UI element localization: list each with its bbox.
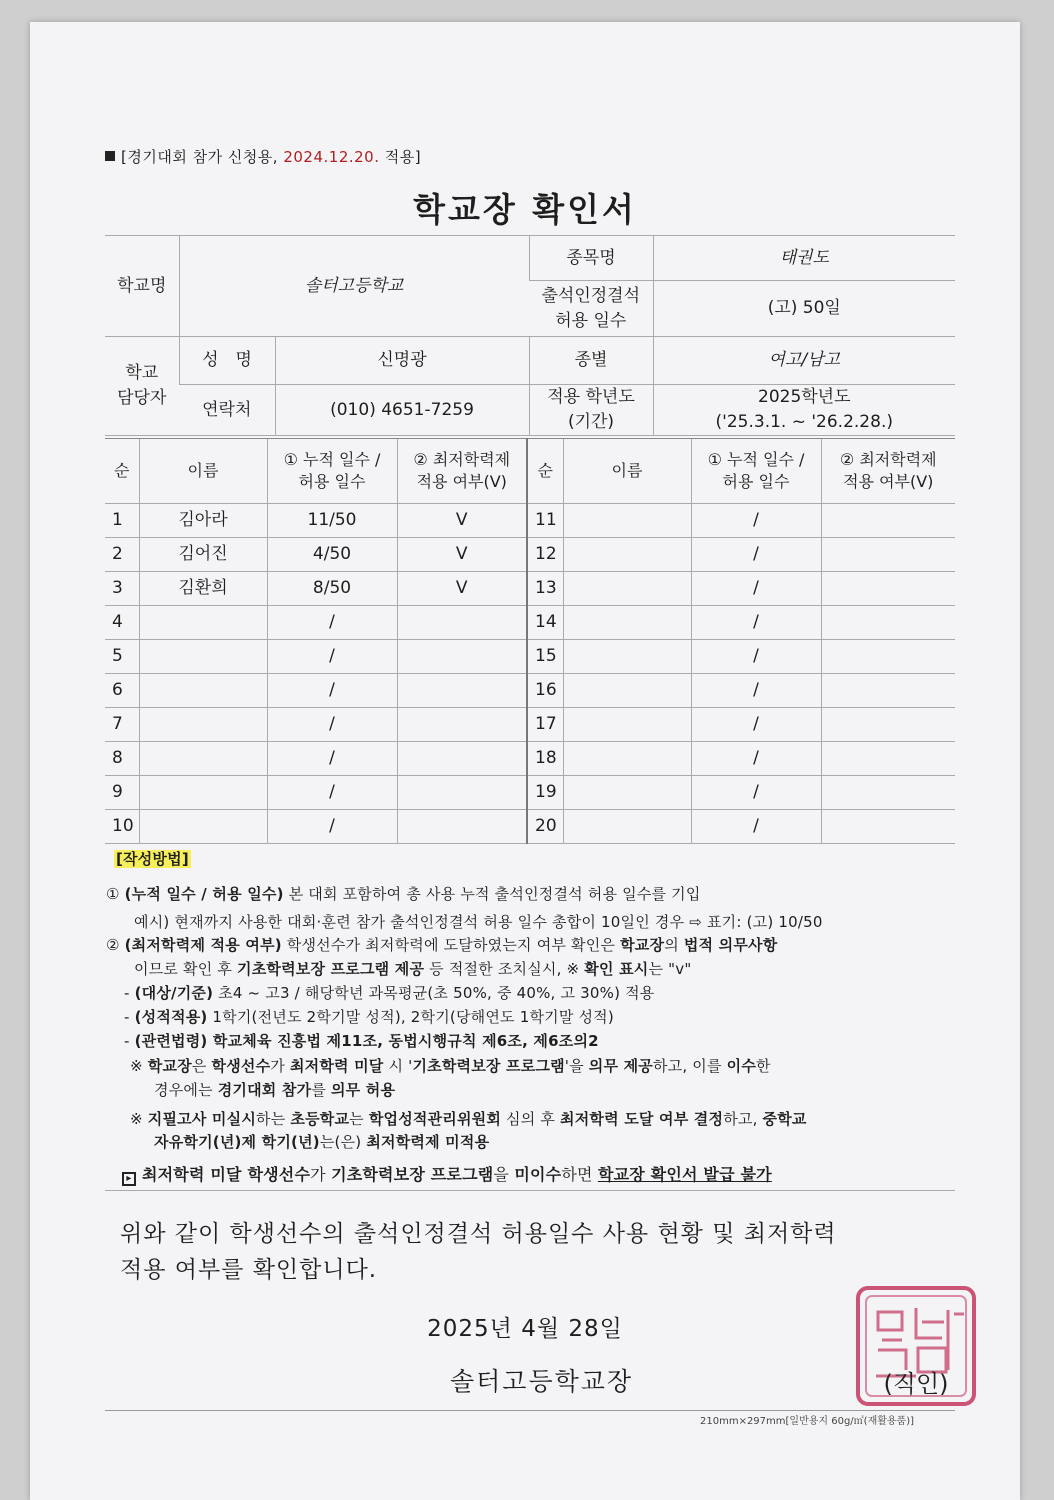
table-row: 3 김환희 8/50 V 13 / [105, 572, 955, 606]
paper-spec-footer: 210mm×297mm[일반용지 60g/㎡(재활용품)] [700, 1416, 915, 1427]
form-usage-note: [경기대회 참가 신청용, 2024.12.20. 적용] [105, 146, 421, 167]
student-table [105, 438, 955, 844]
manager-name-value: 신명광 [275, 337, 529, 385]
sport-label: 종목명 [529, 236, 653, 281]
instruction-target: - (대상/기준) 초4 ~ 고3 / 해당학년 과목평균(초 50%, 중 40%, 고 30%) 적용 [124, 984, 655, 1002]
table-row: 9 / 19 / [105, 776, 955, 810]
col-days: ① 누적 일수 / 허용 일수 [267, 439, 397, 504]
school-info-table [105, 235, 955, 436]
checkbox-arrow-icon: ▸ [122, 1172, 136, 1186]
instruction-note-1-cont: 경우에는 경기대회 참가를 의무 허용 [154, 1081, 396, 1099]
instruction-1: ① (누적 일수 / 허용 일수) 본 대회 포함하여 총 사용 누적 출석인정결석 허용 일수를 기입 [106, 885, 701, 903]
col-order: 순 [105, 439, 139, 504]
confirmation-statement: 위와 같이 학생선수의 출석인정결석 허용일수 사용 현황 및 최저학력 적용 여부를 확인합니다. [120, 1221, 837, 1283]
instruction-note-2: ※ 지필고사 미실시하는 초등학교는 학업성적관리위원회 심의 후 최저학력 도달 여부 결정하고, 중학교 [130, 1110, 807, 1128]
instruction-2: ② (최저학력제 적용 여부) 학생선수가 최저학력에 도달하였는지 여부 확인은 학교장의 법적 의무사항 [106, 936, 778, 954]
warning-line: ▸ 최저학력 미달 학생선수가 기초학력보장 프로그램을 미이수하면 학교장 확인서 발급 불가 [122, 1162, 772, 1186]
school-year-value: 2025학년도 ('25.3.1. ~ '26.2.28.) [653, 385, 955, 436]
seal-label: (직인) [883, 1370, 949, 1398]
instruction-law: - (관련법령) 학교체육 진흥법 제11조, 동법시행규칙 제6조, 제6조의2 [124, 1032, 599, 1050]
table-row: 4 / 14 / [105, 606, 955, 640]
document-page [30, 22, 1020, 1500]
col-days-2: ① 누적 일수 / 허용 일수 [691, 439, 821, 504]
section-divider [105, 1190, 955, 1191]
table-row: 2 김어진 4/50 V 12 / [105, 538, 955, 572]
col-name: 이름 [139, 439, 267, 504]
table-row: 10 / 20 / [105, 810, 955, 844]
table-row: 6 / 16 / [105, 674, 955, 708]
school-year-label: 적용 학년도 (기간) [529, 385, 653, 436]
col-min-academic-2: ② 최저학력제 적용 여부(V) [821, 439, 955, 504]
sport-value: 태권도 [653, 236, 955, 281]
school-name-label: 학교명 [105, 236, 179, 337]
absence-days-label: 출석인정결석 허용 일수 [529, 281, 653, 337]
school-name-value: 솔터고등학교 [179, 236, 529, 337]
square-bullet-icon [105, 151, 115, 161]
instruction-note-1: ※ 학교장은 학생선수가 최저학력 미달 시 '기초학력보장 프로그램'을 의무 제공하고, 이를 이수한 [130, 1057, 771, 1075]
instruction-1-example: 예시) 현재까지 사용한 대회·훈련 참가 출석인정결석 허용 일수 총합이 10일인 경우 ⇨ 표기: (고) 10/50 [134, 913, 823, 931]
table-row: 8 / 18 / [105, 742, 955, 776]
instruction-grades: - (성적적용) 1학기(전년도 2학기말 성적), 2학기(당해연도 1학기말 성적) [124, 1008, 614, 1026]
issue-date: 2025년 4월 28일 [427, 1316, 623, 1342]
document-title: 학교장 확인서 [413, 190, 637, 229]
principal-name: 솔터고등학교장 [450, 1367, 634, 1396]
table-row: 5 / 15 / [105, 640, 955, 674]
footer-divider [105, 1410, 955, 1411]
table-header-row [105, 439, 955, 504]
apply-date: 2024.12.20. [283, 148, 380, 166]
manager-label: 학교 담당자 [105, 337, 179, 436]
table-row: 7 / 17 / [105, 708, 955, 742]
instructions-heading: [작성방법] [116, 850, 189, 868]
contact-value: (010) 4651-7259 [275, 385, 529, 436]
col-name-2: 이름 [563, 439, 691, 504]
category-label: 종별 [529, 337, 653, 385]
col-min-academic: ② 최저학력제 적용 여부(V) [397, 439, 527, 504]
manager-name-label: 성 명 [179, 337, 275, 385]
instruction-note-2-cont: 자유학기(년)제 학기(년)는(은) 최저학력제 미적용 [154, 1133, 490, 1151]
absence-days-value: (고) 50일 [653, 281, 955, 337]
category-value: 여고/남고 [653, 337, 955, 385]
instruction-2-cont: 이므로 확인 후 기초학력보장 프로그램 제공 등 적절한 조치실시, ※ 확인 표시는 "v" [134, 960, 692, 978]
table-row: 1 김아라 11/50 V 11 / [105, 504, 955, 538]
contact-label: 연락처 [179, 385, 275, 436]
col-order-2: 순 [527, 439, 563, 504]
